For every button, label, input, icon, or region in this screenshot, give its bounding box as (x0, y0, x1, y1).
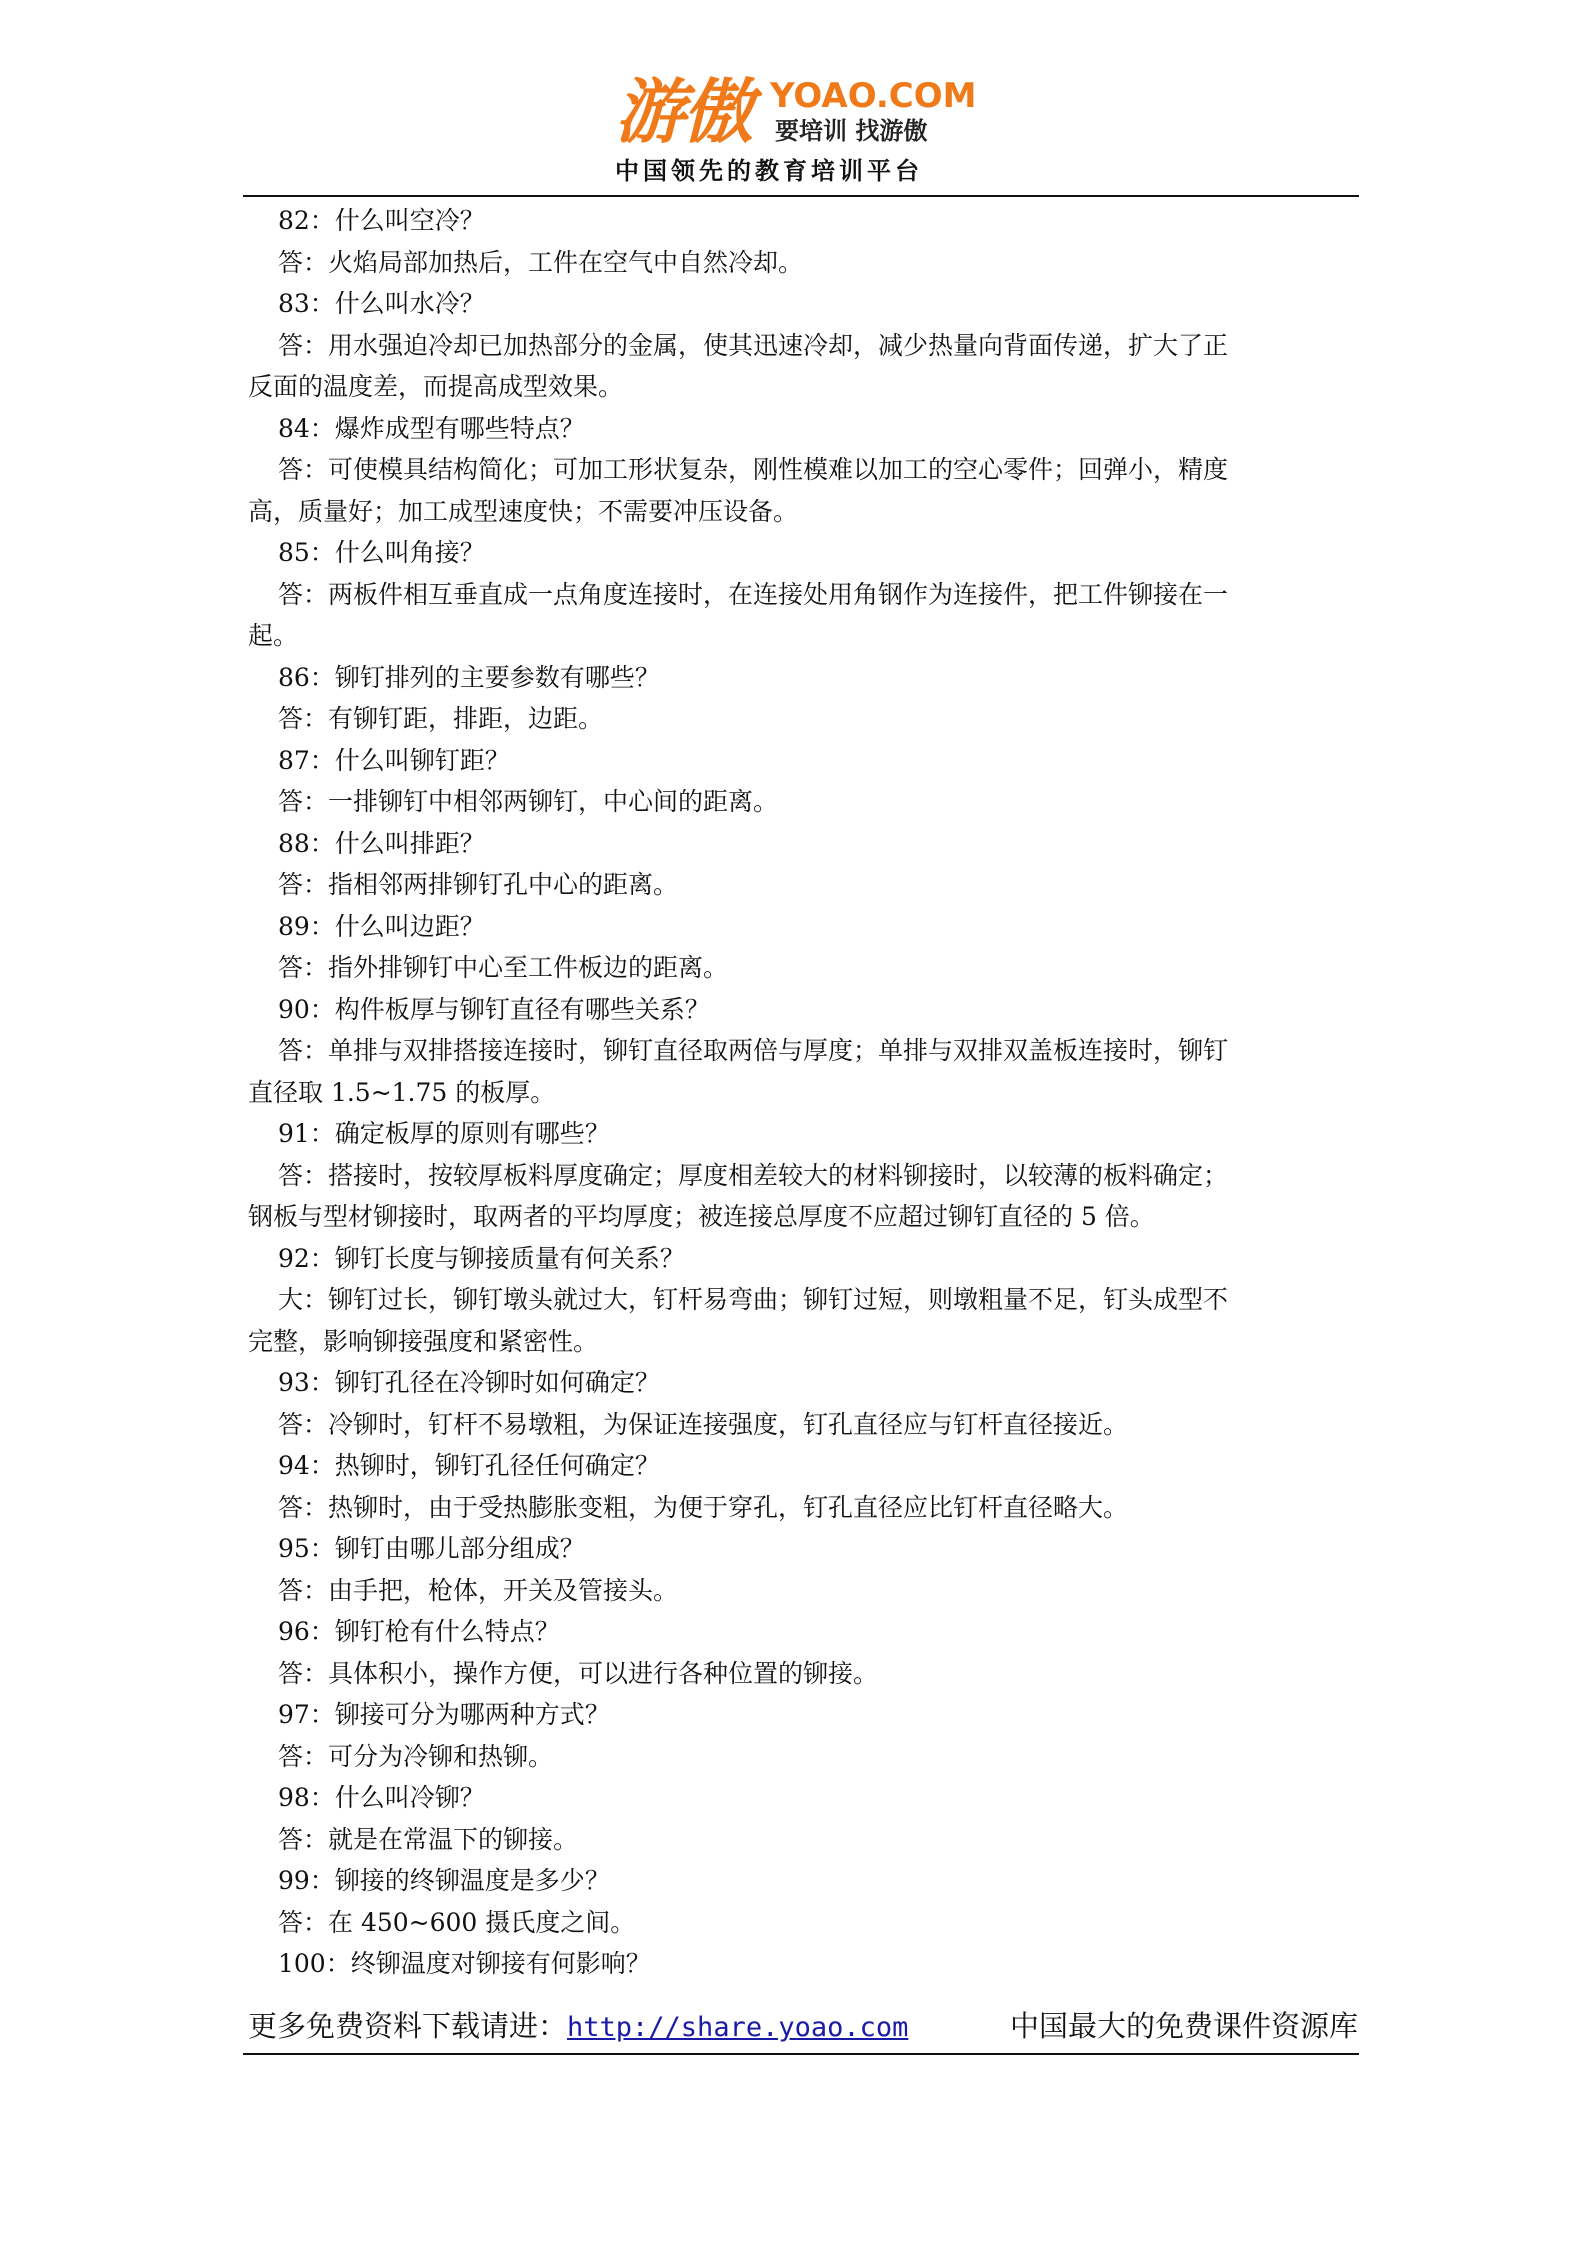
text-line: 答：具体积小，操作方便，可以进行各种位置的铆接。 (278, 1658, 879, 1688)
text-line: 反面的温度差，而提高成型效果。 (248, 372, 624, 401)
text-line: 高，质量好；加工成型速度快；不需要冲压设备。 (248, 496, 799, 526)
text-line: 直径取 1.5~1.75 的板厚。 (248, 1077, 556, 1107)
text-line: 89：什么叫边距？ (278, 911, 485, 941)
text-line: 85：什么叫角接？ (278, 538, 485, 567)
text-line: 83：什么叫水冷？ (278, 289, 485, 318)
text-line: 大：铆钉过长，铆钉墩头就过大，钉杆易弯曲；铆钉过短，则墩粗量不足，钉头成型不 (278, 1285, 1229, 1314)
text-line: 答：单排与双排搭接连接时，铆钉直径取两倍与厚度；单排与双排双盖板连接时，铆钉 (278, 1036, 1229, 1065)
text-line: 答：指外排铆钉中心至工件板边的距离。 (278, 953, 729, 982)
text-line: 94：热铆时，铆钉孔径任何确定？ (278, 1451, 660, 1480)
text-line: 答：一排铆钉中相邻两铆钉，中心间的距离。 (278, 787, 779, 816)
text-line: 100：终铆温度对铆接有何影响？ (278, 1949, 651, 1978)
text-line: 86：铆钉排列的主要参数有哪些？ (278, 662, 660, 692)
logo-main-text: 游傲 (615, 71, 751, 153)
footer-download-note (248, 2006, 908, 2048)
logo-domain-text: YOAO.COM (770, 76, 977, 116)
text-line: 95：铆钉由哪儿部分组成？ (278, 1534, 585, 1563)
text-line: 答：可使模具结构简化；可加工形状复杂，刚性模难以加工的空心零件；回弹小，精度 (278, 455, 1229, 484)
text-line: 钢板与型材铆接时，取两者的平均厚度；被连接总厚度不应超过铆钉直径的 5 倍。 (248, 1202, 1155, 1231)
text-line: 答：就是在常温下的铆接。 (278, 1824, 579, 1854)
header-divider (243, 195, 1359, 197)
text-line: 答：火焰局部加热后，工件在空气中自然冷却。 (278, 247, 804, 277)
text-line: 答：热铆时，由于受热膨胀变粗，为便于穿孔，钉孔直径应比钉杆直径略大。 (278, 1492, 1129, 1522)
text-line: 90：构件板厚与铆钉直径有哪些关系？ (278, 994, 710, 1024)
text-line: 98：什么叫冷铆？ (278, 1783, 485, 1812)
text-line: 97：铆接可分为哪两种方式？ (278, 1700, 610, 1729)
text-line: 91：确定板厚的原则有哪些？ (278, 1119, 610, 1148)
text-line: 92：铆钉长度与铆接质量有何关系？ (278, 1243, 685, 1273)
text-line: 答：两板件相互垂直成一点角度连接时，在连接处用角钢作为连接件，把工件铆接在一 (278, 579, 1229, 609)
footer-link[interactable]: http://share.yoao.com (567, 2012, 909, 2043)
text-line: 答：冷铆时，钉杆不易墩粗，为保证连接强度，钉孔直径应与钉杆直径接近。 (278, 1409, 1129, 1439)
text-line: 答：搭接时，按较厚板料厚度确定；厚度相差较大的材料铆接时，以较薄的板料确定； (278, 1160, 1229, 1190)
text-line: 答：用水强迫冷却已加热部分的金属，使其迅速冷却，减少热量向背面传递，扩大了正 (278, 330, 1229, 360)
text-line: 93：铆钉孔径在冷铆时如何确定？ (278, 1368, 660, 1397)
text-line: 答：可分为冷铆和热铆。 (278, 1741, 554, 1771)
text-line: 96：铆钉枪有什么特点？ (278, 1617, 560, 1646)
footer-download-label: 更多免费资料下载请进： (248, 2009, 568, 2043)
text-line: 82：什么叫空冷？ (278, 206, 485, 235)
text-line: 99：铆接的终铆温度是多少？ (278, 1866, 610, 1895)
footer-slogan: 中国最大的免费课件资源库 (1009, 2009, 1358, 2043)
logo-tagline-text: 中国领先的教育培训平台 (615, 157, 923, 185)
page-footer (248, 1998, 1358, 2050)
text-line: 87：什么叫铆钉距？ (278, 745, 510, 775)
text-line: 答：在 450~600 摄氏度之间。 (278, 1907, 636, 1937)
text-line: 答：由手把，枪体，开关及管接头。 (278, 1575, 679, 1605)
logo-slogan-text: 要培训 找游傲 (775, 117, 928, 145)
text-line: 88：什么叫排距？ (278, 828, 485, 858)
text-line: 答：指相邻两排铆钉孔中心的距离。 (278, 870, 679, 899)
text-line: 84：爆炸成型有哪些特点？ (278, 413, 585, 443)
text-line: 完整，影响铆接强度和紧密性。 (248, 1326, 599, 1356)
document-body (248, 200, 1358, 1985)
text-line: 答：有铆钉距，排距，边距。 (278, 704, 604, 733)
yoao-logo[interactable] (615, 72, 1000, 190)
page-header (243, 0, 1359, 197)
text-line: 起。 (248, 621, 299, 650)
footer-divider (243, 2053, 1359, 2055)
